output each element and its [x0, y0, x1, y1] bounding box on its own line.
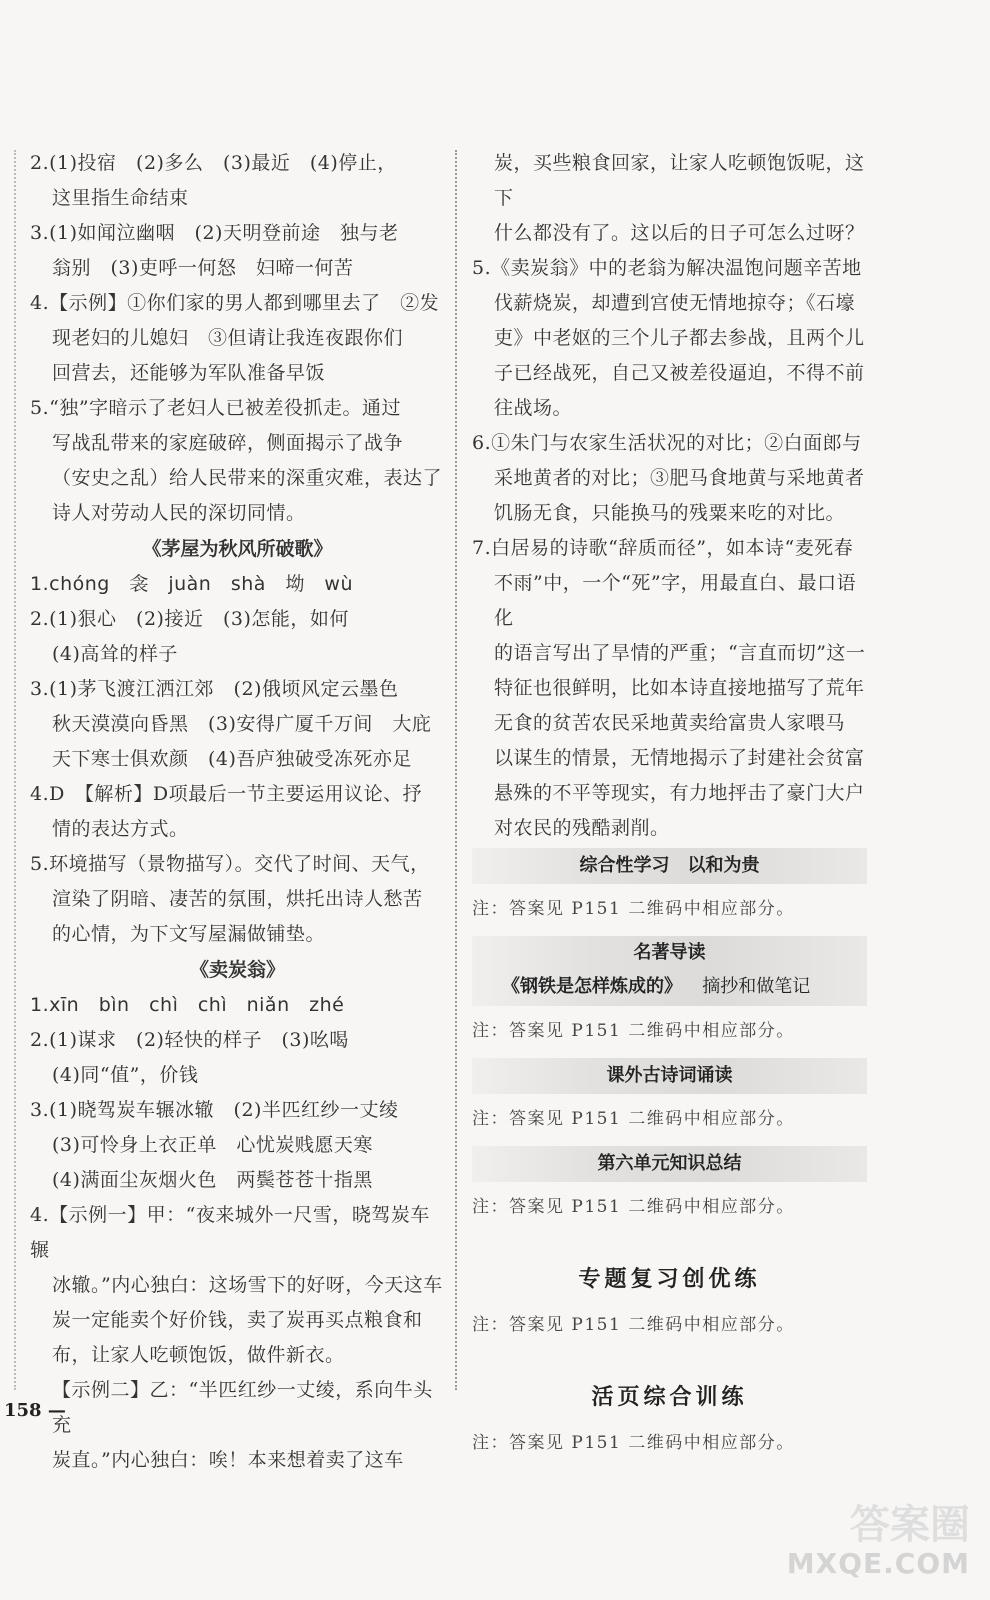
task-label: 摘抄和做笔记 [702, 976, 811, 997]
answer-line: 什么都没有了。这以后的日子可怎么过呀？ [494, 222, 865, 244]
answer-line: 这里指生命结束 [52, 187, 189, 209]
answer-line: 5.《卖炭翁》中的老翁为解决温饱问题辛苦地 [472, 257, 862, 279]
section-banner [472, 936, 867, 1006]
answer-note: 注：答案见 P151 二维码中相应部分。 [472, 1021, 795, 1041]
answer-line: 渲染了阴暗、凄苦的氛围，烘托出诗人愁苦 [52, 888, 423, 910]
section-banner [472, 1146, 867, 1182]
watermark-url: MXQE.COM [786, 1547, 970, 1580]
answer-line: 以谋生的情景，无情地揭示了封建社会贫富 [494, 747, 865, 769]
answer-line: 3.(1)如闻泣幽咽 (2)天明登前途 独与老 [30, 222, 399, 244]
answer-line: 2.(1)投宿 (2)多么 (3)最近 (4)停止， [30, 152, 397, 174]
answer-line: 情的表达方式。 [52, 818, 189, 840]
right-column [472, 146, 867, 1468]
answer-line: (3)可怜身上衣正单 心忧炭贱愿天寒 [52, 1134, 373, 1156]
answer-line: 特征也很鲜明，比如本诗直接地描写了荒年 [494, 677, 865, 699]
answer-line: 炭，买些粮食回家，让家人吃顿饱饭呢，这下 [494, 152, 865, 209]
answer-line: 翁别 (3)吏呼一何怒 妇啼一何苦 [52, 257, 354, 279]
answer-line: 7.白居易的诗歌“辞质而径”，如本诗“麦死春 [472, 537, 854, 559]
answer-line: 布，让家人吃顿饱饭，做件新衣。 [52, 1344, 345, 1366]
answer-line: 天下寒士俱欢颜 (4)吾庐独破受冻死亦足 [52, 748, 412, 770]
answer-line: 秋天漠漠向昏黑 (3)安得广厦千万间 大庇 [52, 713, 432, 735]
answer-line: 【示例二】乙：“半匹红纱一丈绫，系向牛头充 [52, 1379, 433, 1436]
answer-line: 吏》中老妪的三个儿子都去参战，且两个儿 [494, 327, 865, 349]
answer-note: 注：答案见 P151 二维码中相应部分。 [472, 1109, 795, 1129]
section-title: 第六单元知识总结 [597, 1153, 742, 1174]
answer-line: 的语言写出了旱情的严重；“言直而切”这一 [494, 642, 866, 664]
answer-line: 3.(1)茅飞渡江洒江郊 (2)俄顷风定云墨色 [30, 678, 399, 700]
answer-line: 3.(1)晓驾炭车辗冰辙 (2)半匹红纱一丈绫 [30, 1099, 399, 1121]
answer-line: （安史之乱）给人民带来的深重灾难，表达了 [52, 467, 443, 489]
section-subtitle [472, 970, 867, 1004]
answer-line: 炭一定能卖个好价钱，卖了炭再买点粮食和 [52, 1309, 423, 1331]
answer-line: 4.【示例】①你们家的男人都到哪里去了 ②发 [30, 292, 440, 314]
section-banner [472, 848, 867, 884]
chapter-title: 专题复习创优练 [578, 1267, 761, 1292]
answer-line: 不雨”中，一个“死”字，用最直白、最口语化 [494, 572, 857, 629]
section-title: 名著导读 [633, 942, 706, 963]
answer-line: 对农民的残酷剥削。 [494, 817, 670, 839]
answer-line: 无食的贫苦农民采地黄卖给富贵人家喂马 [494, 712, 846, 734]
answer-line: 6.①朱门与农家生活状况的对比；②白面郎与 [472, 432, 862, 454]
answer-line: 采地黄者的对比；③肥马食地黄与采地黄者 [494, 467, 865, 489]
page-number: 158 — [4, 1400, 66, 1421]
answer-line: 往战场。 [494, 397, 573, 419]
answer-line: (4)高耸的样子 [52, 643, 178, 665]
answer-line: 5.“独”字暗示了老妇人已被差役抓走。通过 [30, 397, 402, 419]
answer-line: 诗人对劳动人民的深切同情。 [52, 502, 306, 524]
section-title: 课外古诗词诵读 [606, 1065, 733, 1086]
answer-line: 回营去，还能够为军队准备早饭 [52, 362, 326, 384]
answer-line: 的心情，为下文写屋漏做铺垫。 [52, 923, 326, 945]
answer-line: (4)同“值”，价钱 [52, 1064, 199, 1086]
book-title: 《钢铁是怎样炼成的》 [502, 976, 682, 997]
answer-line: 5.环境描写（景物描写）。交代了时间、天气， [30, 853, 430, 875]
section-banner [472, 1058, 867, 1094]
answer-line: 2.(1)谋求 (2)轻快的样子 (3)吆喝 [30, 1029, 349, 1051]
answer-line: 子已经战死，自己又被差役逼迫，不得不前 [494, 362, 865, 384]
answer-line: 写战乱带来的家庭破碎，侧面揭示了战争 [52, 432, 404, 454]
answer-line: 1.xīn bìn chì chì niǎn zhé [30, 994, 345, 1016]
left-column [30, 146, 445, 1478]
answer-line: 伐薪烧炭，却遭到宫使无情地掠夺；《石壕 [494, 292, 856, 314]
poem-title: 《卖炭翁》 [189, 959, 285, 981]
answer-note: 注：答案见 P151 二维码中相应部分。 [472, 899, 795, 919]
answer-note: 注：答案见 P151 二维码中相应部分。 [472, 1315, 795, 1335]
column-divider [455, 150, 457, 1390]
poem-title: 《茅屋为秋风所破歌》 [142, 538, 333, 560]
watermark-logo: 答案圈 [850, 1502, 970, 1548]
answer-line: 炭直。”内心独白：唉！本来想着卖了这车 [52, 1449, 404, 1471]
answer-line: 现老妇的儿媳妇 ③但请让我连夜跟你们 [52, 327, 404, 349]
answer-line: 饥肠无食，只能换马的残粟来吃的对比。 [494, 502, 846, 524]
answer-line: 4.D 【解析】D项最后一节主要运用议论、抒 [30, 783, 423, 805]
left-margin-rule [14, 150, 16, 1390]
answer-note: 注：答案见 P151 二维码中相应部分。 [472, 1433, 795, 1453]
answer-line: 2.(1)狠心 (2)接近 (3)怎能，如何 [30, 608, 349, 630]
answer-line: 悬殊的不平等现实，有力地抨击了豪门大户 [494, 782, 865, 804]
answer-note: 注：答案见 P151 二维码中相应部分。 [472, 1197, 795, 1217]
section-title: 综合性学习 以和为贵 [579, 855, 760, 876]
chapter-title: 活页综合训练 [591, 1385, 748, 1410]
answer-line: 1.chóng 衾 juàn shà 坳 wù [30, 573, 354, 595]
answer-line: 冰辙。”内心独白：这场雪下的好呀，今天这车 [52, 1274, 443, 1296]
answer-line: (4)满面尘灰烟火色 两鬓苍苍十指黑 [52, 1169, 373, 1191]
answer-line: 4.【示例一】甲：“夜来城外一尺雪，晓驾炭车辗 [30, 1204, 430, 1261]
